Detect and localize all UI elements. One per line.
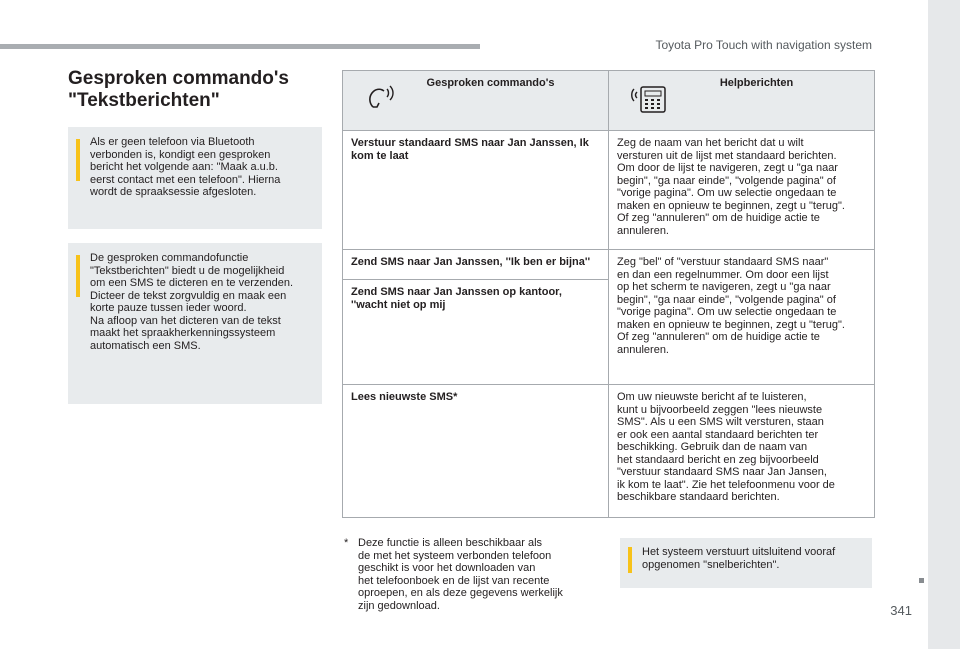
running-header: Toyota Pro Touch with navigation system (655, 38, 872, 52)
command-cell: Zend SMS naar Jan Janssen op kantoor, ''wacht niet op mij (343, 280, 609, 385)
footnote-text: Deze functie is alleen beschikbaar als de met het systeem verbonden telefoon geschikt is voor het downloaden van het telefoonboek en de lijst van recente oproepen, en als deze gegevens werkelijk zijn gedownload. (358, 537, 563, 612)
note-text: De gesproken commandofunctie "Tekstberichten" biedt u de mogelijkheid om een SMS te dicteren en te verzenden. Dicteer de tekst zorgvuldig en maak een korte pauze tussen ieder woord. Na afloop van het dicteren van de tekst maakt het spraakherkenningssysteem automatisch een SMS. (90, 252, 294, 352)
voice-command-table (342, 70, 875, 518)
note-marker (76, 255, 80, 297)
response-cell: Zeg de naam van het bericht dat u wilt versturen uit de lijst met standaard berichten. Om door de lijst te navigeren, zegt u "ga naar begin", "ga naar einde", "volgende pagina" of "vorige pagina". Om uw selectie ongedaan te maken en opnieuw te beginnen, zegt u "terug". Of zeg "annuleren" om de huidige actie te annuleren. (609, 131, 875, 250)
note-text: Het systeem verstuurt uitsluitend vooraf opgenomen "snelberichten". (642, 546, 836, 571)
note-marker (76, 139, 80, 181)
continuation-marker (919, 578, 924, 583)
command-cell: Lees nieuwste SMS* (343, 385, 609, 518)
help-message-icon (629, 83, 669, 119)
header-rule (0, 44, 480, 49)
voice-command-icon (363, 83, 397, 115)
footnote-marker: * (344, 537, 349, 549)
page-title: Gesproken commando's "Tekstberichten" (68, 68, 289, 111)
info-note-quick-messages (620, 538, 872, 588)
page-edge-strip (928, 0, 960, 649)
column-header-label: Gesproken commando's (426, 77, 555, 89)
table-row (343, 250, 875, 280)
info-note-dictation (68, 243, 322, 404)
table-row (343, 385, 875, 518)
column-header-help (609, 71, 875, 131)
table-header-row (343, 71, 875, 131)
column-header-commands (343, 71, 609, 131)
response-cell: Om uw nieuwste bericht af te luisteren, kunt u bijvoorbeeld zeggen "lees nieuwste SMS". Als u een SMS wilt versturen, staan er ook een aantal standaard berichten ter beschikking. Gebruik dan de naam van het standaard bericht en zeg bijvoorbeeld "verstuur standaard SMS naar Jan Jansen, ik kom te laat". Zie het telefoonmenu voor de beschikbare standaard berichten. (609, 385, 875, 518)
table-row (343, 131, 875, 250)
command-cell: Verstuur standaard SMS naar Jan Janssen, Ik kom te laat (343, 131, 609, 250)
page-number: 341 (890, 603, 912, 618)
column-header-label: Helpberichten (719, 77, 794, 89)
note-text: Als er geen telefoon via Bluetooth verbonden is, kondigt een gesproken bericht het volgende aan: "Maak a.u.b. eerst contact met een telefoon". Hierna wordt de spraaksessie afgesloten. (90, 136, 281, 198)
note-marker (628, 547, 632, 573)
response-cell: Zeg "bel" of "verstuur standaard SMS naar" en dan een regelnummer. Om door een lijst op het scherm te navigeren, zegt u "ga naar begin", "ga naar einde", "volgende pagina" of "vorige pagina". Om uw selectie ongedaan te maken en opnieuw te beginnen, zegt u "terug". Of zeg "annuleren" om de huidige actie te annuleren. (609, 250, 875, 385)
info-note-bluetooth (68, 127, 322, 229)
footnote (344, 537, 594, 612)
command-cell: Zend SMS naar Jan Janssen, ''Ik ben er bijna'' (343, 250, 609, 280)
